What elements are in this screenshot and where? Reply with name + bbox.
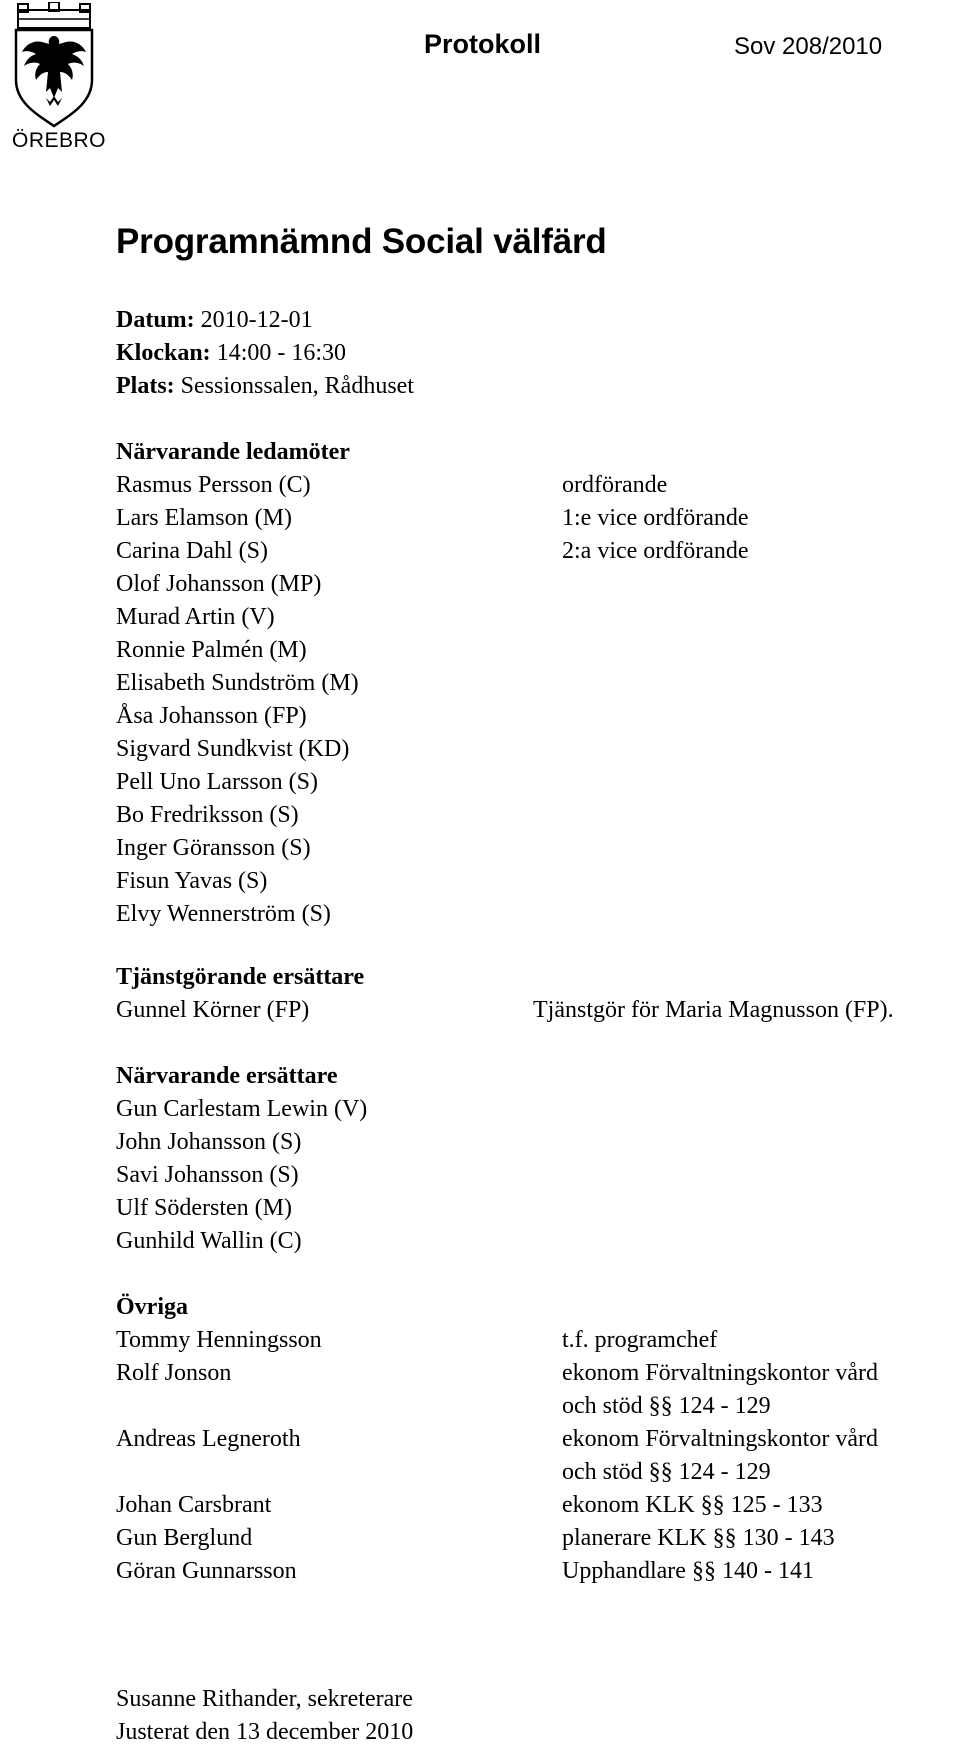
place-value: Sessionssalen, Rådhuset <box>174 373 414 399</box>
document-reference: Sov 208/2010 <box>734 33 883 60</box>
other-role: ekonom KLK §§ 125 - 133 <box>562 1492 823 1518</box>
member-name: Fisun Yavas (S) <box>116 868 268 894</box>
place-label: Plats: <box>116 373 175 399</box>
orebro-coat-of-arms-logo <box>10 2 106 152</box>
serving-substitute-note: Tjänstgör för Maria Magnusson (FP). <box>533 997 894 1023</box>
substitute-name: Savi Johansson (S) <box>116 1162 299 1188</box>
other-role: Upphandlare §§ 140 - 141 <box>562 1558 814 1584</box>
adjusted-line: Justerat den 13 december 2010 <box>116 1719 414 1745</box>
meeting-time <box>116 337 346 370</box>
other-name: Rolf Jonson <box>116 1360 232 1386</box>
meeting-place <box>116 370 414 403</box>
member-name: Murad Artin (V) <box>116 604 275 630</box>
other-name: Gun Berglund <box>116 1525 253 1551</box>
other-name: Andreas Legneroth <box>116 1426 301 1452</box>
secretary-line: Susanne Rithander, sekreterare <box>116 1686 413 1712</box>
logo-text: ÖREBRO <box>11 129 106 152</box>
other-name: Tommy Henningsson <box>116 1327 322 1353</box>
other-role-continued: och stöd §§ 124 - 129 <box>562 1393 771 1419</box>
member-name: Bo Fredriksson (S) <box>116 802 299 828</box>
serving-substitutes-heading: Tjänstgörande ersättare <box>116 964 365 990</box>
others-heading: Övriga <box>116 1294 188 1320</box>
member-name: Inger Göransson (S) <box>116 835 311 861</box>
member-name: Rasmus Persson (C) <box>116 472 311 498</box>
member-name: Pell Uno Larsson (S) <box>116 769 318 795</box>
time-value: 14:00 - 16:30 <box>210 340 347 366</box>
member-role: ordförande <box>562 472 668 498</box>
meeting-date <box>116 304 313 337</box>
members-heading: Närvarande ledamöter <box>116 439 350 465</box>
member-role: 1:e vice ordförande <box>562 505 749 531</box>
page-title: Programnämnd Social välfärd <box>116 222 607 261</box>
serving-substitute-name: Gunnel Körner (FP) <box>116 997 310 1023</box>
coat-of-arms-icon <box>10 2 98 130</box>
other-role: ekonom Förvaltningskontor vård <box>562 1426 878 1452</box>
document-type-title: Protokoll <box>424 29 542 59</box>
substitute-name: John Johansson (S) <box>116 1129 302 1155</box>
member-name: Elisabeth Sundström (M) <box>116 670 359 696</box>
other-name: Johan Carsbrant <box>116 1492 272 1518</box>
member-name: Åsa Johansson (FP) <box>116 703 307 729</box>
member-name: Ronnie Palmén (M) <box>116 637 307 663</box>
member-name: Lars Elamson (M) <box>116 505 292 531</box>
date-value: 2010-12-01 <box>194 307 313 333</box>
present-substitutes-heading: Närvarande ersättare <box>116 1063 338 1089</box>
other-role: planerare KLK §§ 130 - 143 <box>562 1525 835 1551</box>
member-name: Sigvard Sundkvist (KD) <box>116 736 350 762</box>
other-role: ekonom Förvaltningskontor vård <box>562 1360 878 1386</box>
member-name: Elvy Wennerström (S) <box>116 901 331 927</box>
time-label: Klockan: <box>116 340 211 366</box>
substitute-name: Gun Carlestam Lewin (V) <box>116 1096 368 1122</box>
member-name: Olof Johansson (MP) <box>116 571 322 597</box>
member-name: Carina Dahl (S) <box>116 538 268 564</box>
member-role: 2:a vice ordförande <box>562 538 749 564</box>
other-role-continued: och stöd §§ 124 - 129 <box>562 1459 771 1485</box>
other-role: t.f. programchef <box>562 1327 718 1353</box>
substitute-name: Gunhild Wallin (C) <box>116 1228 302 1254</box>
date-label: Datum: <box>116 307 195 333</box>
substitute-name: Ulf Södersten (M) <box>116 1195 292 1221</box>
other-name: Göran Gunnarsson <box>116 1558 297 1584</box>
